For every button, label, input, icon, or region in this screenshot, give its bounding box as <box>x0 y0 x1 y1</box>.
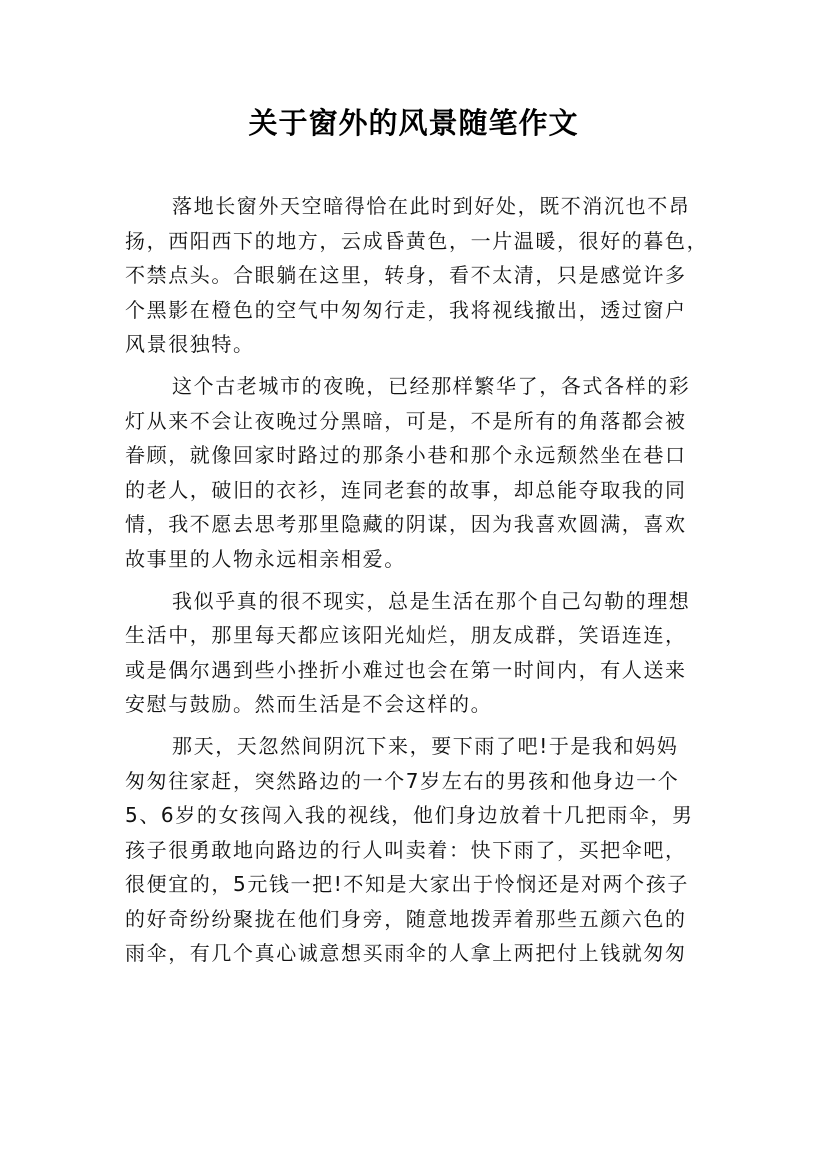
document-title: 关于窗外的风景随笔作文 <box>248 106 579 140</box>
text-line: 5、6岁的女孩闯入我的视线，他们身边放着十几把雨伞，男 <box>125 803 694 827</box>
text-line: 落地长窗外天空暗得恰在此时到好处，既不消沉也不昂 <box>172 194 691 218</box>
text-line: 风景很独特。 <box>125 332 255 356</box>
text-line: 匆匆往家赶，突然路边的一个7岁左右的男孩和他身边一个 <box>125 768 680 793</box>
text-line: 那天，天忽然间阴沉下来，要下雨了吧!于是我和妈妈 <box>172 734 679 758</box>
text-line: 情，我不愿去思考那里隐藏的阴谋，因为我喜欢圆满，喜欢 <box>125 512 687 536</box>
paragraph <box>125 189 713 362</box>
text-line: 的好奇纷纷聚拢在他们身旁，随意地拨弄着那些五颜六色的 <box>125 906 687 931</box>
text-line: 很便宜的，5元钱一把!不知是大家出于怜悯还是对两个孩子 <box>125 872 689 896</box>
text-line: 安慰与鼓励。然而生活是不会这样的。 <box>125 692 493 716</box>
text-line: 不禁点头。合眼躺在这里，转身，看不太清，只是感觉许多 <box>125 263 687 287</box>
text-line: 故事里的人物永远相亲相爱。 <box>125 546 406 571</box>
text-line: 眷顾，就像回家时路过的那条小巷和那个永远颓然坐在巷口 <box>125 443 687 467</box>
text-line: 灯从来不会让夜晚过分黑暗，可是，不是所有的角落都会被 <box>125 408 687 433</box>
text-line: 这个古老城市的夜晚，已经那样繁华了，各式各样的彩 <box>172 374 691 398</box>
text-line: 生活中，那里每天都应该阳光灿烂，朋友成群，笑语连连， <box>125 623 687 647</box>
paragraph <box>125 584 713 722</box>
text-line: 扬，西阳西下的地方，云成昏黄色，一片温暖，很好的暮色， <box>125 228 709 253</box>
text-line: 或是偶尔遇到些小挫折小难过也会在第一时间内，有人送来 <box>125 657 687 682</box>
text-line: 雨伞，有几个真心诚意想买雨伞的人拿上两把付上钱就匆匆 <box>125 941 687 965</box>
text-line: 的老人，破旧的衣衫，连同老套的故事，却总能夺取我的同 <box>125 477 687 502</box>
text-line: 孩子很勇敢地向路边的行人叫卖着：快下雨了，买把伞吧， <box>125 837 687 862</box>
paragraph <box>125 729 713 971</box>
text-line: 个黑影在橙色的空气中匆匆行走，我将视线撤出，透过窗户 <box>125 297 687 322</box>
paragraph <box>125 369 713 576</box>
document-body <box>125 189 713 978</box>
text-line: 我似乎真的很不现实，总是生活在那个自己勾勒的理想 <box>172 588 691 613</box>
